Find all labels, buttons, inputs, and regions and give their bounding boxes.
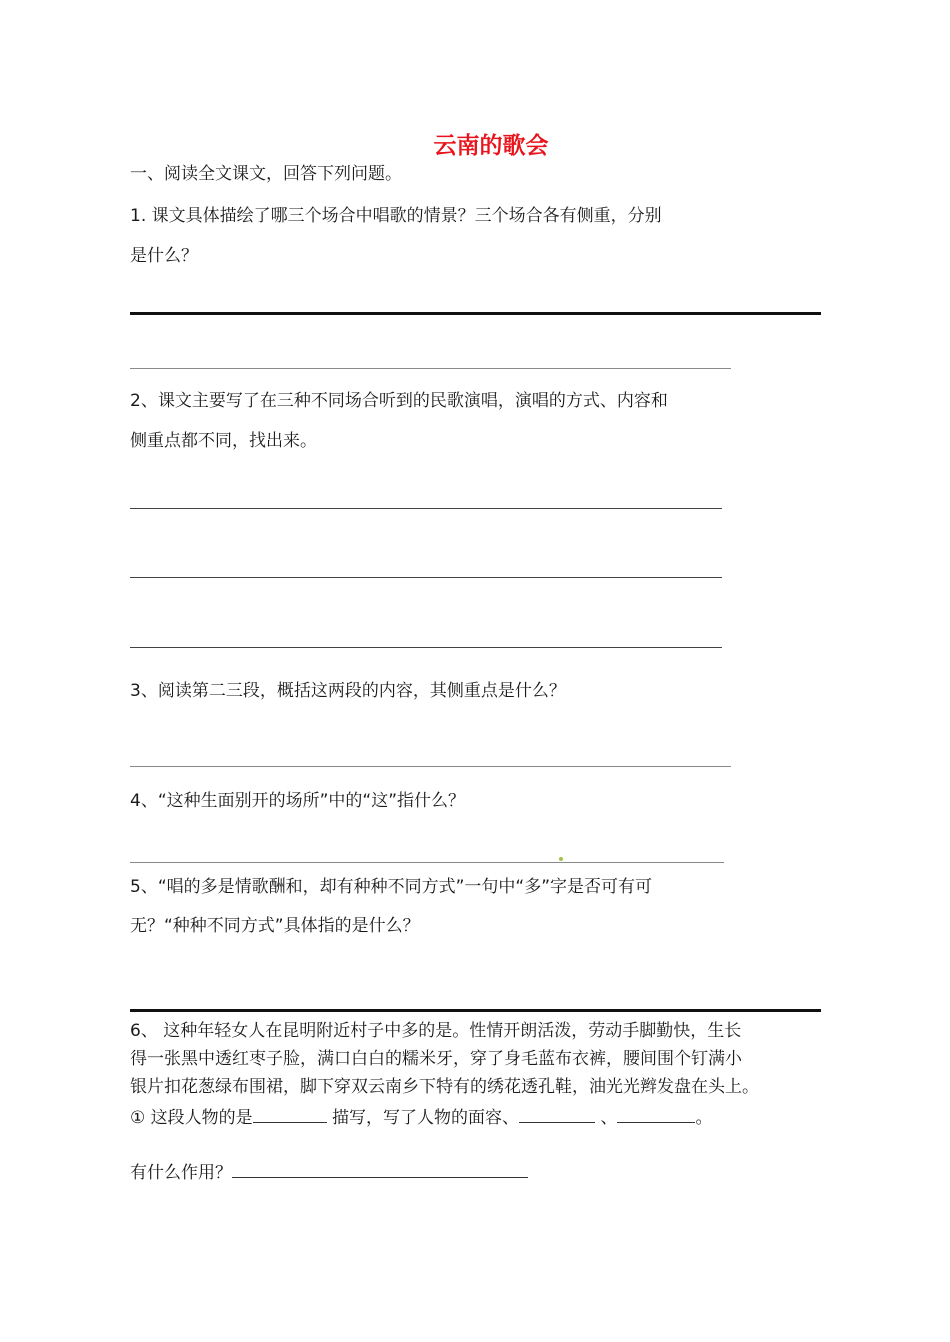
- answer-line[interactable]: [130, 508, 722, 509]
- question-5-line-2: 无？“种种不同方式”具体指的是什么？: [130, 916, 420, 936]
- answer-line[interactable]: [130, 368, 731, 369]
- question-1-line-2: 是什么？: [130, 246, 198, 266]
- sub-2-text: 有什么作用？: [130, 1163, 232, 1183]
- question-6-line-2: 得一张黑中透红枣子脸，满口白白的糯米牙，穿了身毛蓝布衣裤，腰间围个钉满小: [130, 1049, 742, 1069]
- answer-line-thick: [130, 312, 821, 315]
- question-5-line-1: 5、“唱的多是情歌酬和，却有种种不同方式”一句中“多”字是否可有可: [130, 877, 653, 897]
- dot-mark: [559, 857, 563, 861]
- question-6-sub-2: [130, 1159, 528, 1184]
- answer-line[interactable]: [130, 862, 724, 863]
- sub-1-text-a: ① 这段人物的是: [130, 1108, 253, 1128]
- answer-line[interactable]: [130, 766, 731, 767]
- section-heading: 一、阅读全文课文，回答下列问题。: [130, 164, 402, 184]
- answer-line-thick: [130, 1009, 821, 1012]
- answer-line[interactable]: [130, 577, 722, 578]
- question-2-line-1: 2、课文主要写了在三种不同场合听到的民歌演唱，演唱的方式、内容和: [130, 391, 668, 411]
- fill-blank[interactable]: [519, 1104, 595, 1123]
- page-title: 云南的歌会: [433, 133, 549, 159]
- fill-blank[interactable]: [232, 1159, 528, 1178]
- fill-blank[interactable]: [617, 1104, 695, 1123]
- sub-1-text-d: 。: [695, 1108, 713, 1128]
- question-2-line-2: 侧重点都不同，找出来。: [130, 431, 317, 451]
- fill-blank[interactable]: [253, 1104, 327, 1123]
- question-3: 3、阅读第二三段，概括这两段的内容，其侧重点是什么？: [130, 681, 566, 701]
- question-4: 4、“这种生面别开的场所”中的“这”指什么？: [130, 791, 466, 811]
- question-6-sub-1: [130, 1104, 712, 1129]
- sub-1-text-c: 、: [595, 1108, 618, 1128]
- answer-line[interactable]: [130, 647, 722, 648]
- question-6-line-3: 银片扣花葱绿布围裙，脚下穿双云南乡下特有的绣花透孔鞋，油光光辫发盘在头上。: [130, 1077, 759, 1097]
- sub-1-text-b: 描写，写了人物的面容、: [326, 1108, 520, 1128]
- question-6-line-1: 6、 这种年轻女人在昆明附近村子中多的是。性情开朗活泼，劳动手脚勤快，生长: [130, 1021, 742, 1041]
- question-1-line-1: 1. 课文具体描绘了哪三个场合中唱歌的情景？三个场合各有侧重，分别: [130, 206, 662, 226]
